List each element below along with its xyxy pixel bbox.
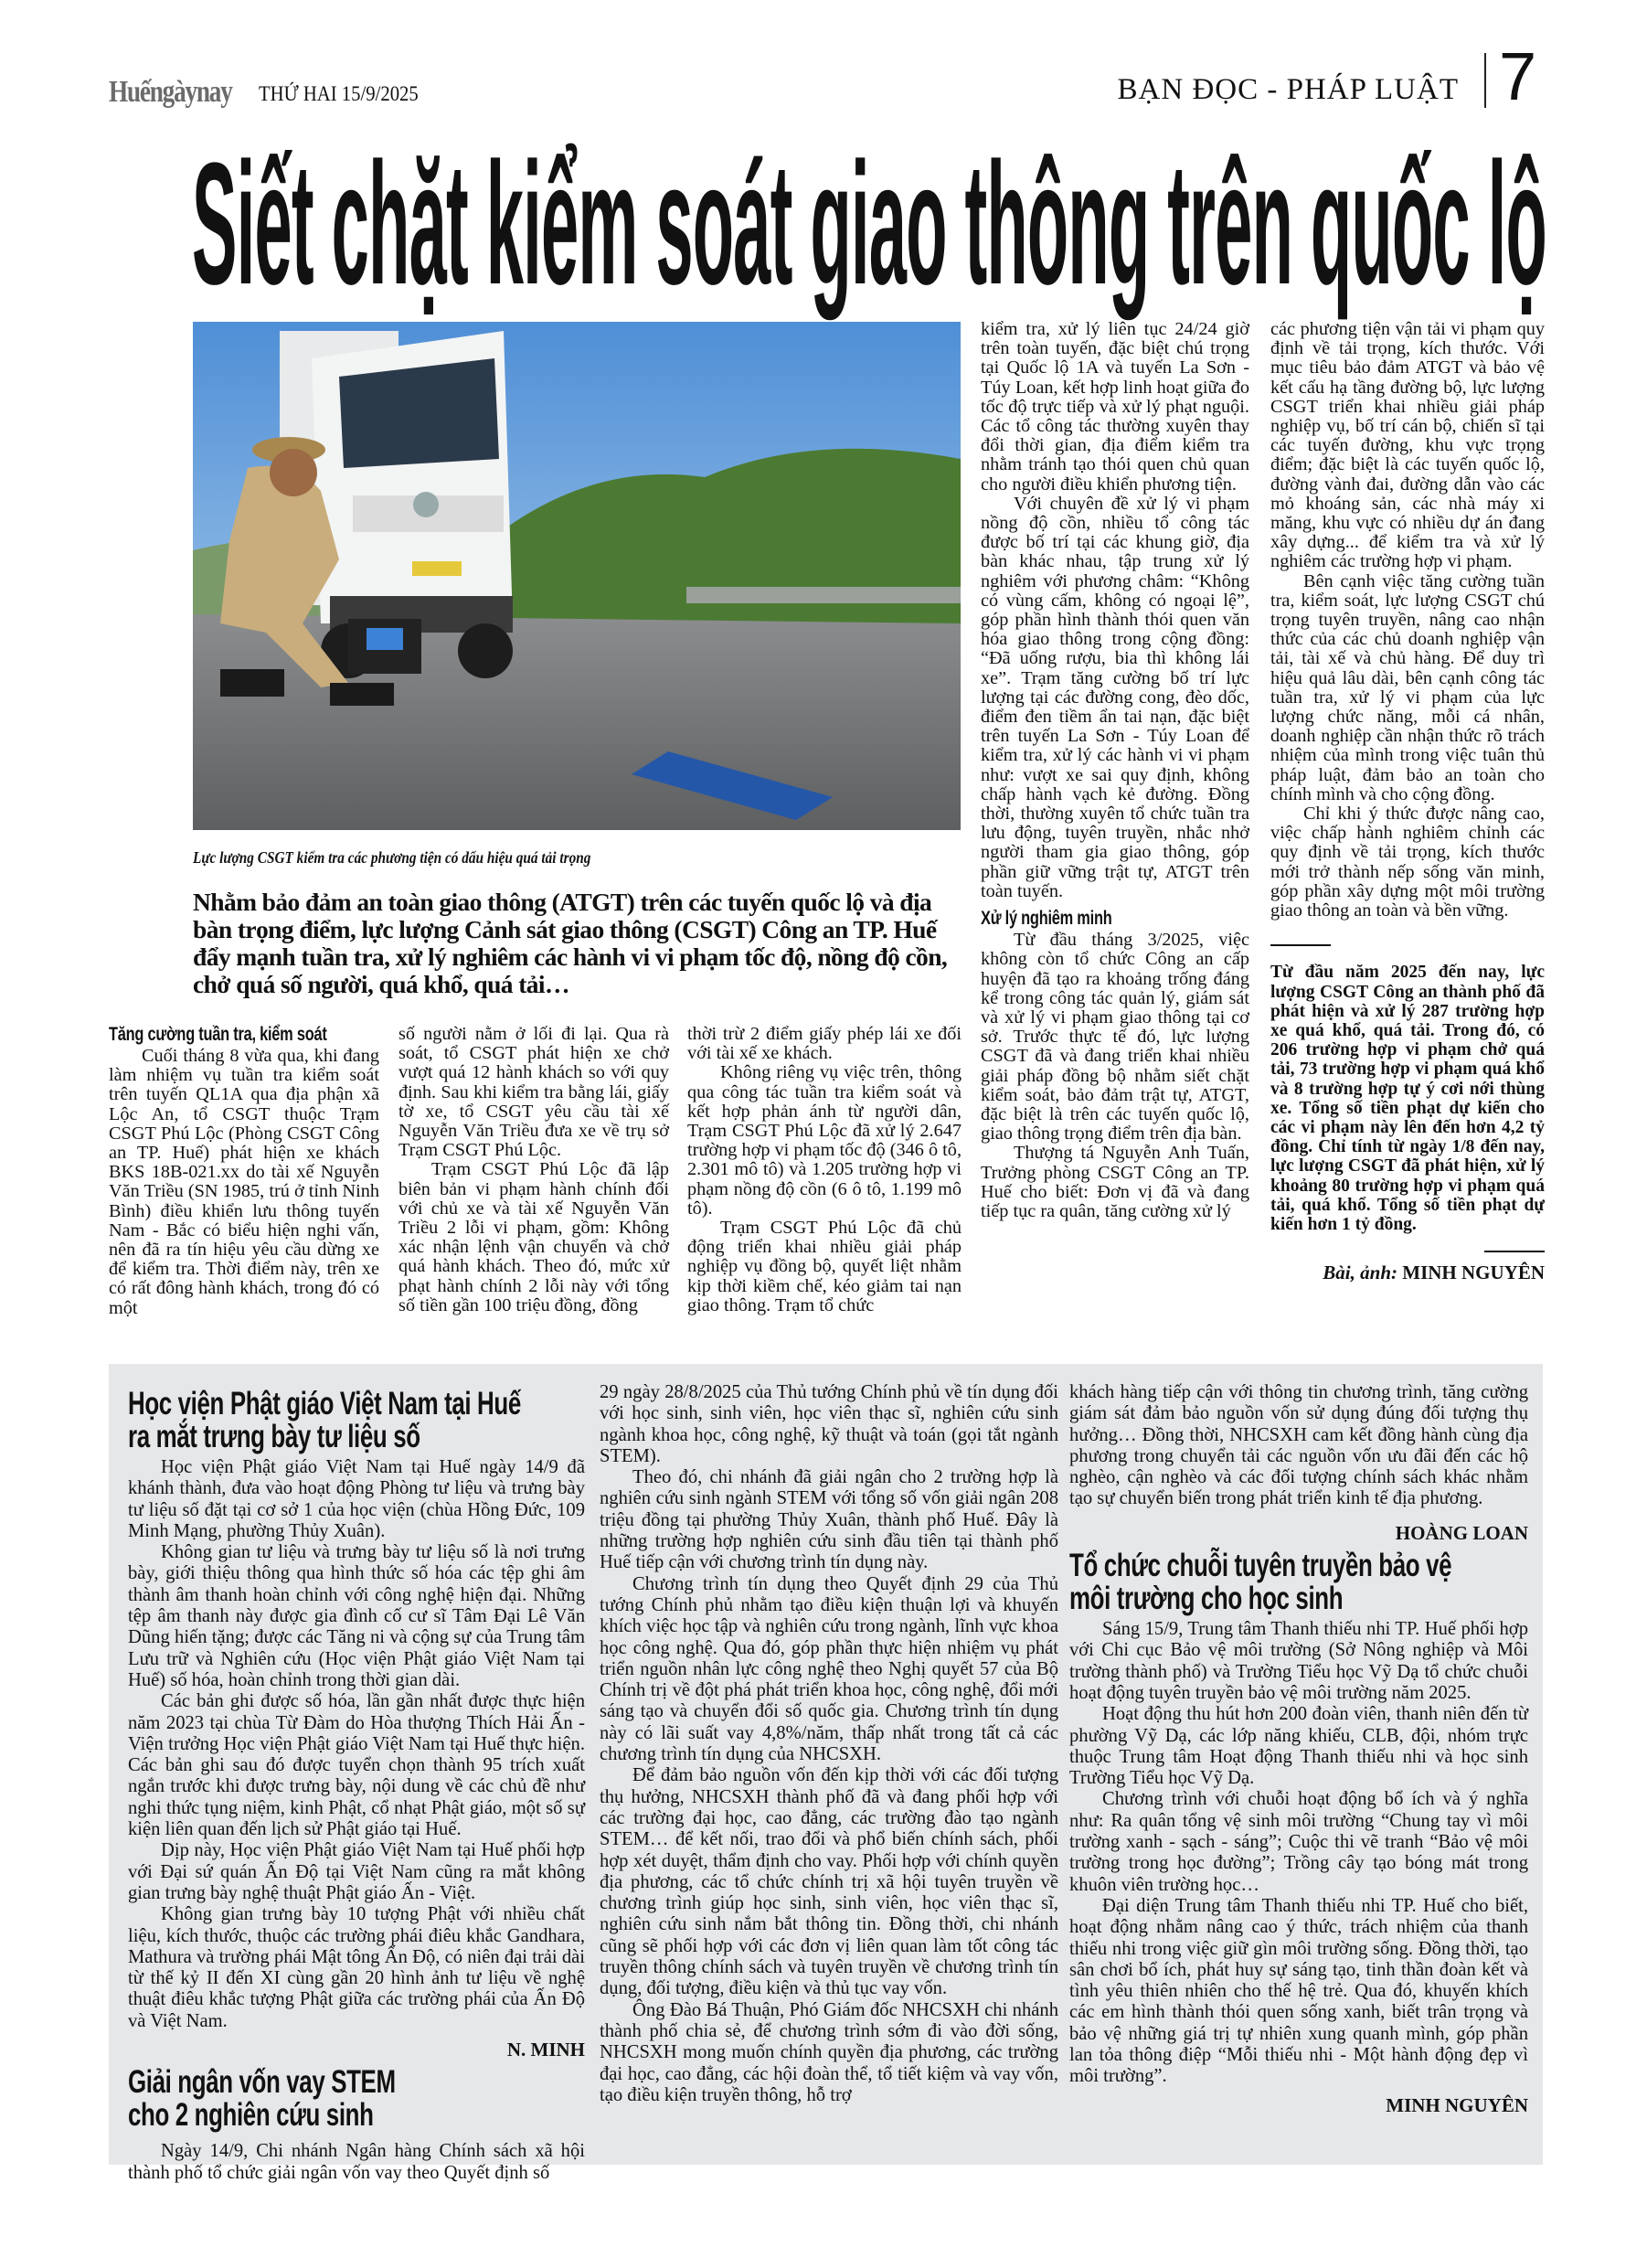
divider	[1484, 1251, 1545, 1252]
paragraph-list	[1069, 1619, 1528, 2088]
paragraph: Dịp này, Học viện Phật giáo Việt Nam tại Huế phối hợp với Đại sứ quán Ấn Độ tại Việt Nam cũng ra mắt không gian trưng bày nghệ thuật Phật giáo Ấn - Việt.	[128, 1840, 585, 1903]
article-lead: Nhằm bảo đảm an toàn giao thông (ATGT) trên các tuyến quốc lộ và địa bàn trọng điểm, lực lượng Cảnh sát giao thông (CSGT) Công an TP. Huế đẩy mạnh tuần tra, xử lý nghiêm các hành vi vi phạm tốc độ, nồng độ cồn, chở quá số người, quá khổ, quá tải…	[193, 888, 948, 998]
paragraph-list	[1270, 320, 1545, 921]
paragraph: 29 ngày 28/8/2025 của Thủ tướng Chính phủ về tín dụng đối với học sinh, sinh viên, học viên thạc sĩ, nghiên cứu sinh ngành khoa học, công nghệ, kỹ thuật và toán (gọi tắt ngành STEM).	[600, 1382, 1058, 1466]
briefs-column-1	[128, 1382, 585, 2184]
paragraph-list	[109, 1047, 379, 1318]
paragraph: Ngày 14/9, Chi nhánh Ngân hàng Chính sách xã hội thành phố tổ chức giải ngân vốn vay theo Quyết định số	[128, 2141, 585, 2183]
paragraph: Trạm CSGT Phú Lộc đã lập biên bản vi phạm hành chính đối với chủ xe và tài xế Nguyễn Văn Triều 2 lỗi vi phạm, gồm: Không xác nhận lệnh vận chuyển và chở quá hành khách. Theo đó, mức xử phạt hành chính 2 lỗi này với tổng số tiền gần 100 triệu đồng, đồng	[398, 1159, 669, 1315]
paragraph-list	[128, 2141, 585, 2184]
byline-prefix: Bài, ảnh:	[1323, 1262, 1397, 1284]
paragraph: Các bản ghi được số hóa, lần gần nhất được thực hiện năm 2023 tại chùa Từ Đàm do Hòa thượng Thích Hải Ấn - Viện trưởng Học viện Phật giáo Việt Nam tại Huế thực hiện. Các bản ghi sau đó được tuyển chọn thành 95 trích xuất ngắn trước khi được trưng bày, nội dung về các chủ đề như nghi thức tụng niệm, kinh Phật, cổ nhạt Phật giáo, một số sự kiện liên quan đến lịch sử Phật giáo tại Huế.	[128, 1691, 585, 1840]
paragraph-list	[128, 1457, 585, 2032]
brief-headline	[128, 1388, 585, 1453]
subheading: Xử lý nghiêm minh	[981, 908, 1112, 930]
paragraph: Không gian tư liệu và trưng bày tư liệu số là nơi trưng bày, giới thiệu thông qua hình thức số hóa các tệp ghi âm thành âm thanh hoàn chỉnh với công nghệ hiện đại. Những tệp âm thanh này được gia đình cố cư sĩ Tâm Đại Lê Văn Dũng hiến tặng; được các Tăng ni và cộng sự của Trung tâm Lưu trữ và Nghiên cứu (Học viện Phật giáo Việt Nam tại Huế) số hóa, hoàn chỉnh trong thời gian dài.	[128, 1542, 585, 1690]
article-column-5	[1270, 320, 1545, 1283]
paragraph: Không gian trưng bày 10 tượng Phật với nhiều chất liệu, kích thước, thuộc các trường phái điêu khắc Gandhara, Mathura và trường phái Mật tông Ấn Độ, có niên đại trải dài từ thế kỷ II đến XI cùng gần 20 hình ảnh tư liệu về nghệ thuật điêu khắc tượng Phật giữa các trường phái của Ấn Độ và Việt Nam.	[128, 1904, 585, 2031]
paragraph-list	[687, 1025, 962, 1315]
paragraph: Chương trình tín dụng theo Quyết định 29 của Thủ tướng Chính phủ nhằm tạo điều kiện thuận lợi và khuyến khích việc học tập và nghiên cứu trong ngành, lĩnh vực khoa học công nghệ. Qua đó, góp phần thực hiện nhiệm vụ phát triển nguồn nhân lực công nghệ theo Nghị quyết 57 của Bộ Chính trị về đột phá phát triển khoa học, công nghệ, đổi mới sáng tạo và chuyển đổi số quốc gia. Chương trình tín dụng này có lãi suất vay 4,8%/năm, thấp nhất trong tất cả các chương trình tín dụng của NHCSXH.	[600, 1573, 1058, 1765]
traffic-police-photo	[193, 322, 961, 830]
article-photo	[193, 322, 961, 830]
briefs-column-3	[1069, 1382, 1528, 2122]
photo-caption: Lực lượng CSGT kiểm tra các phương tiện có dấu hiệu quá tải trọng	[193, 848, 591, 867]
paragraph: thời trừ 2 điểm giấy phép lái xe đối với tài xế xe khách.	[687, 1024, 962, 1064]
paragraph: Ông Đào Bá Thuận, Phó Giám đốc NHCSXH chi nhánh thành phố chia sẻ, để chương trình sớm đi vào đời sống, NHCSXH mong muốn chính quyền địa phương, các trường đại học, cao đẳng, các hội đoàn thể, tổ tiết kiệm và vay vốn, tạo điều kiện truyền thông, hỗ trợ	[600, 1999, 1058, 2105]
byline-name: MINH NGUYÊN	[1402, 1262, 1545, 1284]
statistics-highlight: Từ đầu năm 2025 đến nay, lực lượng CSGT Công an thành phố đã phát hiện và xử lý 287 trường hợp xe quá khổ, quá tải. Trong đó, có 206 trường hợp vi phạm chở quá tải, 73 trường hợp vi phạm quá khổ và 8 trường hợp tự ý cơi nới thùng xe. Tổng số tiền phạt dự kiến cho các vi phạm này lên đến hơn 4,2 tỷ đồng. Chỉ tính từ ngày 1/8 đến nay, lực lượng CSGT đã phát hiện, xử lý khoảng 80 trường hợp vi phạm quá tải, quá khổ. Tổng số tiền phạt dự kiến hơn 1 tỷ đồng.	[1270, 963, 1545, 1234]
paragraph: Cuối tháng 8 vừa qua, khi đang làm nhiệm vụ tuần tra kiểm soát trên tuyến QL1A qua địa phận xã Lộc An, tổ CSGT thuộc Trạm CSGT Phú Lộc (Phòng CSGT Công an TP. Huế) phát hiện xe khách BKS 18B-021.xx do tài xế Nguyễn Văn Triều (SN 1985, trú ở tỉnh Ninh Bình) điều khiển lưu thông tuyến Nam - Bắc có biểu hiện nghi vấn, nên đã ra tín hiệu yêu cầu dừng xe để kiểm tra. Thời điểm này, trên xe có rất đông hành khách, trong đó có một	[109, 1046, 379, 1318]
subheading: Tăng cường tuần tra, kiểm soát	[109, 1024, 327, 1045]
main-headline-wrap	[192, 127, 1546, 321]
paragraph-list	[981, 931, 1249, 1221]
paragraph: Đại diện Trung tâm Thanh thiếu nhi TP. Huế cho biết, hoạt động nhằm nâng cao ý thức, trách nhiệm của thanh thiếu nhi trong việc giữ gìn môi trường sống. Đồng thời, tạo sân chơi bổ ích, phát huy sự sáng tạo, tinh thần đoàn kết và tình yêu thiên nhiên cho thế hệ trẻ. Qua đó, khuyến khích các em hình thành thói quen sống xanh, biết trân trọng và bảo vệ những giá trị tự nhiên xung quanh mình, góp phần lan tỏa thông điệp “Mỗi thiếu nhi - Một hành động đẹp vì môi trường”.	[1069, 1895, 1528, 2087]
article-column-4	[981, 320, 1249, 1221]
paragraph: số người nằm ở lối đi lại. Qua rà soát, tổ CSGT phát hiện xe chở vượt quá 12 hành khách so với quy định. Sau khi kiểm tra bằng lái, giấy tờ xe, tổ CSGT yêu cầu tài xế Nguyễn Văn Triều đưa xe về trụ sở Trạm CSGT Phú Lộc.	[398, 1024, 669, 1161]
main-headline: Siết chặt kiểm soát giao thông trên quốc lộ	[192, 127, 1546, 321]
paragraph: Thượng tá Nguyễn Anh Tuấn, Trưởng phòng CSGT Công an TP. Huế cho biết: Đơn vị đã và đang tiếp tục ra quân, tăng cường xử lý	[981, 1143, 1249, 1221]
brief-byline: MINH NGUYÊN	[1386, 2093, 1528, 2116]
article-byline	[1270, 1263, 1545, 1283]
paragraph: Với chuyên đề xử lý vi phạm nồng độ cồn, nhiều tổ công tác được bố trí tại các khung giờ, địa bàn khác nhau, tập trung xử lý nghiêm với phương châm: “Không có vùng cấm, không có ngoại lệ”, góp phần hình thành thói quen văn hóa giao thông trong cộng đồng: “Đã uống rượu, bia thì không lái xe”. Trạm tăng cường bố trí lực lượng tại các đường cong, đèo dốc, điểm đen tiềm ẩn tai nạn, đặc biệt trên tuyến La Sơn - Túy Loan để kiểm tra, xử lý các hành vi vi phạm như: vượt xe sai quy định, không chấp hành vạch kẻ đường. Đồng thời, thường xuyên tổ chức tuần tra lưu động, tuyên truyền, nhắc nhở người tham gia giao thông, góp phần giữ vững trật tự, ATGT trên toàn tuyến.	[981, 493, 1249, 901]
paragraph: Sáng 15/9, Trung tâm Thanh thiếu nhi TP. Huế phối hợp với Chi cục Bảo vệ môi trường (Sở Nông nghiệp và Môi trường thành phố) và Trường Tiểu học Vỹ Dạ tổ chức chuỗi hoạt động tuyên truyền bảo vệ môi trường năm 2025.	[1069, 1619, 1528, 1703]
page-number: 7	[1499, 38, 1537, 114]
headline-line: Giải ngân vốn vay STEM	[128, 2064, 396, 2101]
brief-headline	[128, 2066, 585, 2132]
brief-byline: N. MINH	[506, 2039, 585, 2061]
paragraph: Chỉ khi ý thức được nâng cao, việc chấp hành nghiêm chỉnh các quy định về tải trọng, kích thước mới trở thành nếp sống văn minh, góp phần xây dựng một môi trường giao thông an toàn và bền vững.	[1270, 804, 1545, 921]
brief-byline: HOÀNG LOAN	[1395, 1521, 1528, 1544]
briefs-column-2	[600, 1382, 1058, 2106]
header-divider	[1484, 53, 1486, 108]
paragraph: kiểm tra, xử lý liên tục 24/24 giờ trên toàn tuyến, đặc biệt chú trọng tại Quốc lộ 1A và tuyến La Sơn - Túy Loan, kết hợp linh hoạt giữa đo tốc độ trực tiếp và xử lý phạt nguội. Các tổ công tác thường xuyên thay đổi thời gian, địa điểm kiểm tra nhằm tránh tạo thói quen chủ quan cho người điều khiển phương tiện.	[981, 319, 1249, 495]
divider	[1270, 944, 1331, 946]
paragraph: Trạm CSGT Phú Lộc đã chủ động triển khai nhiều giải pháp nghiệp vụ đồng bộ, quyết liệt nhằm kịp thời kiềm chế, kéo giảm tai nạn giao thông. Trạm tổ chức	[687, 1218, 962, 1315]
paragraph-list	[600, 1382, 1058, 2106]
article-column-3	[687, 1025, 962, 1315]
paragraph-list	[1069, 1382, 1528, 1510]
paragraph: Từ đầu tháng 3/2025, việc không còn tổ chức Công an cấp huyện đã tạo ra khoảng trống đáng kể trong công tác quản lý, giám sát và xử lý vi phạm giao thông tại cơ sở. Trước thực tế đó, lực lượng CSGT đã và đang triển khai nhiều giải pháp đồng bộ nhằm siết chặt kiểm soát, bảo đảm trật tự, ATGT, đặc biệt là trên các tuyến quốc lộ, giao thông trọng điểm trên địa bàn.	[981, 930, 1249, 1145]
article-column-1	[109, 1023, 379, 1318]
paragraph: Theo đó, chi nhánh đã giải ngân cho 2 trường hợp là nghiên cứu sinh ngành STEM với tổng số vốn giải ngân 208 triệu đồng tại phường Thủy Xuân, thành phố Huế. Đây là những trường hợp nghiên cứu sinh đầu tiên tại thành phố Huế tiếp cận với chương trình tín dụng này.	[600, 1467, 1058, 1573]
paragraph: các phương tiện vận tải vi phạm quy định về tải trọng, kích thước. Với mục tiêu bảo đảm ATGT và bảo vệ kết cấu hạ tầng đường bộ, lực lượng CSGT triển khai nhiều giải pháp nghiệp vụ, bố trí cán bộ, chiến sĩ tại các tuyến đường, khu vực trọng điểm; đặc biệt là các tuyến quốc lộ, đường vành đai, đường dẫn vào các mỏ khoáng sản, các nhà máy xi măng, khu vực có nhiều dự án đang xây dựng... để kiểm tra và xử lý nghiêm các trường hợp vi phạm.	[1270, 319, 1545, 572]
headline-line: Học viện Phật giáo Việt Nam tại Huế	[128, 1386, 521, 1421]
headline-line: môi trường cho học sinh	[1069, 1581, 1344, 1617]
section-title: BẠN ĐỌC - PHÁP LUẬT	[1117, 73, 1459, 106]
paragraph: khách hàng tiếp cận với thông tin chương trình, tăng cường giám sát đảm bảo nguồn vốn sử dụng đúng đối tượng thụ hưởng… Đồng thời, NHCSXH cam kết đồng hành cùng địa phương trong chuyển tải các nguồn vốn ưu đãi đến các hộ nghèo, cận nghèo và các đối tượng chính sách khác nhằm tạo sự chuyển biến trong phát triển kinh tế địa phương.	[1069, 1382, 1528, 1509]
headline-line: Tổ chức chuỗi tuyên truyền bảo vệ	[1069, 1548, 1452, 1584]
paragraph-list	[398, 1025, 669, 1315]
headline-line: ra mắt trưng bày tư liệu số	[128, 1419, 420, 1454]
article-column-2	[398, 1025, 669, 1315]
paragraph: Chương trình với chuỗi hoạt động bổ ích và ý nghĩa như: Ra quân tổng vệ sinh môi trường “Chung tay vì môi trường xanh - sạch - sáng”; Cuộc thi vẽ tranh “Bảo vệ môi trường trong học đường”; Trồng cây tạo bóng mát trong khuôn viên trường học…	[1069, 1789, 1528, 1895]
headline-line: cho 2 nghiên cứu sinh	[128, 2097, 374, 2134]
paragraph: Hoạt động thu hút hơn 200 đoàn viên, thanh niên đến từ phường Vỹ Dạ, các lớp năng khiếu, CLB, đội, nhóm trực thuộc Trung tâm Hoạt động Thanh thiếu nhi và học sinh Trường Tiểu học Vỹ Dạ.	[1069, 1704, 1528, 1789]
brief-headline	[1069, 1549, 1528, 1615]
paragraph: Không riêng vụ việc trên, thông qua công tác tuần tra kiểm soát và kết hợp phản ánh từ người dân, Trạm CSGT Phú Lộc đã xử lý 2.647 trường hợp vi phạm tốc độ (346 ô tô, 2.301 mô tô) và 1.205 trường hợp vi phạm nồng độ cồn (6 ô tô, 1.199 mô tô).	[687, 1062, 962, 1219]
paragraph-list	[981, 320, 1249, 901]
paragraph: Để đảm bảo nguồn vốn đến kịp thời với các đối tượng thụ hưởng, NHCSXH thành phố đã và đang phối hợp với các trường đại học, cao đẳng, các trường đào tạo ngành STEM… để kết nối, trao đổi và phổ biến chính sách, phối hợp xét duyệt, thẩm định cho vay. Phối hợp với chính quyền địa phương, các tổ chức chính trị xã hội tuyên truyền về chương trình giúp học sinh, sinh viên, học viên thạc sĩ, nghiên cứu sinh nắm bắt thông tin. Đồng thời, chi nhánh cũng sẽ phối hợp với các đơn vị liên quan làm tốt công tác truyền thông chính sách và tuyên truyền về chương trình tín dụng, đối tượng, điều kiện và thủ tục vay vốn.	[600, 1765, 1058, 1999]
issue-date: THỨ HAI 15/9/2025	[259, 82, 419, 105]
masthead-logo: Huếngàynay	[109, 75, 232, 109]
paragraph: Bên cạnh việc tăng cường tuần tra, kiểm soát, lực lượng CSGT chú trọng tuyên truyền, nâng cao nhận thức của các chủ doanh nghiệp vận tải, tài xế và chủ hàng. Để duy trì hiệu quả lâu dài, bên cạnh công tác tuần tra, xử lý vi phạm của lực lượng chức năng, mỗi cá nhân, doanh nghiệp cần nhận thức rõ trách nhiệm của mình trong việc tuân thủ pháp luật, đảm bảo an toàn cho chính mình và cho cộng đồng.	[1270, 570, 1545, 804]
paragraph: Học viện Phật giáo Việt Nam tại Huế ngày 14/9 đã khánh thành, đưa vào hoạt động Phòng tư liệu và trưng bày tư liệu số đặt tại cơ sở 1 của học viện (chùa Hồng Đức, 109 Minh Mạng, phường Thủy Xuân).	[128, 1457, 585, 1541]
